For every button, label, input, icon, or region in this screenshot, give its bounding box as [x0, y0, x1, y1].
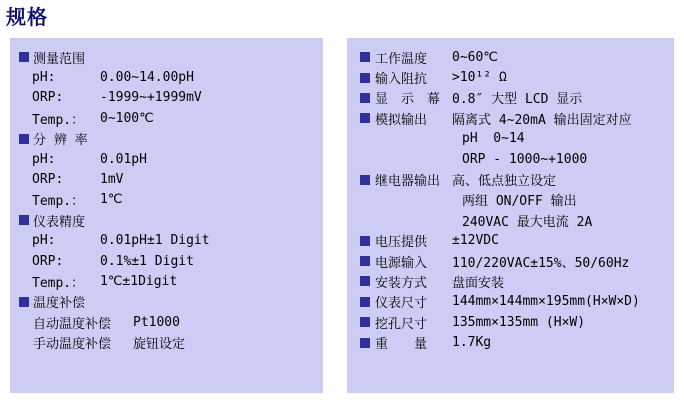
spec-value: >10¹² Ω [452, 70, 507, 86]
spec-row [10, 312, 323, 332]
spec-label: 仪表精度 [33, 214, 86, 230]
spec-row [347, 129, 674, 149]
spec-row [10, 88, 323, 108]
spec-value: 144mm×144mm×195mm(H×W×D) [452, 294, 640, 310]
spec-value: 240VAC 最大电流 2A [462, 214, 593, 230]
spec-value: 0.01pH [100, 151, 147, 167]
spec-value: 隔离式 4~20mA 输出固定对应 [452, 112, 632, 128]
spec-row [10, 332, 323, 352]
spec-value: Pt1000 [133, 314, 180, 330]
spec-label: 显 示 幕 [375, 92, 441, 108]
spec-value: 盘面安装 [452, 275, 505, 291]
spec-row [10, 210, 323, 230]
spec-label: 继电器输出 [375, 174, 441, 190]
spec-row [347, 190, 674, 210]
bullet-square-icon [360, 317, 370, 327]
spec-value: 1℃±1Digit [100, 273, 178, 289]
spec-row [10, 251, 323, 271]
spec-value: ±12VDC [452, 233, 499, 249]
spec-row [10, 190, 323, 210]
spec-label: ORP: [32, 90, 64, 106]
spec-label: 电源输入 [375, 255, 428, 271]
spec-value: 高、低点独立设定 [452, 174, 557, 190]
spec-value: 1℃ [100, 192, 123, 208]
spec-row [347, 332, 674, 352]
spec-label: ORP: [32, 172, 64, 188]
spec-label: 重 量 [375, 337, 428, 353]
spec-label: Temp.： [32, 275, 85, 291]
spec-label: pH: [32, 70, 56, 86]
spec-label: 安装方式 [375, 275, 428, 291]
spec-row [347, 108, 674, 128]
bullet-square-icon [360, 297, 370, 307]
bullet-square-icon [360, 175, 370, 185]
spec-value: 1.7Kg [452, 335, 492, 351]
spec-row [10, 292, 323, 312]
bullet-square-icon [19, 297, 29, 307]
spec-value: ORP - 1000~+1000 [462, 151, 588, 167]
spec-value: 两组 ON/OFF 输出 [462, 194, 577, 210]
spec-value: 0.00~14.00pH [100, 70, 194, 86]
spec-row [347, 231, 674, 251]
spec-panel-right [347, 38, 674, 393]
spec-value: 1mV [100, 172, 124, 188]
spec-row [10, 149, 323, 169]
bullet-square-icon [360, 338, 370, 348]
spec-label: 挖孔尺寸 [375, 316, 428, 332]
spec-row [10, 67, 323, 87]
spec-row [10, 169, 323, 189]
spec-label: Temp.： [32, 112, 85, 128]
spec-row [347, 271, 674, 291]
spec-label: 分 辨 率 [33, 133, 88, 149]
spec-row [347, 88, 674, 108]
bullet-square-icon [360, 113, 370, 123]
bullet-square-icon [360, 52, 370, 62]
bullet-square-icon [360, 93, 370, 103]
spec-value: 135mm×135mm (H×W) [452, 314, 586, 330]
spec-value: 0.1%±1 Digit [100, 253, 194, 269]
spec-row [347, 67, 674, 87]
spec-value: -1999~+1999mV [100, 90, 202, 106]
spec-value: 0.8″ 大型 LCD 显示 [452, 92, 583, 108]
bullet-square-icon [19, 134, 29, 144]
bullet-square-icon [19, 52, 29, 62]
spec-value: 0.01pH±1 Digit [100, 233, 210, 249]
spec-row [347, 149, 674, 169]
bullet-square-icon [360, 236, 370, 246]
spec-row [10, 108, 323, 128]
spec-label: 手动温度补偿 [33, 337, 112, 353]
spec-row [10, 231, 323, 251]
bullet-square-icon [360, 256, 370, 266]
spec-row [10, 129, 323, 149]
spec-value: pH 0~14 [462, 131, 525, 147]
spec-row [347, 292, 674, 312]
bullet-square-icon [19, 215, 29, 225]
spec-label: Temp.： [32, 194, 85, 210]
spec-label: 测量范围 [33, 51, 86, 67]
spec-label: pH: [32, 151, 56, 167]
page-title: 规格 [6, 5, 48, 29]
spec-value: 110/220VAC±15%、50/60Hz [452, 255, 630, 271]
spec-row [347, 169, 674, 189]
spec-label: 工作温度 [375, 51, 428, 67]
spec-row [347, 312, 674, 332]
spec-row [347, 47, 674, 67]
spec-label: 温度补偿 [33, 296, 86, 312]
spec-value: 旋钮设定 [133, 337, 186, 353]
spec-label: ORP: [32, 253, 64, 269]
spec-row [10, 47, 323, 67]
spec-label: 输入阻抗 [375, 72, 428, 88]
spec-label: 仪表尺寸 [375, 296, 428, 312]
spec-panel-left [10, 38, 323, 393]
spec-value: 0~60℃ [452, 49, 498, 65]
spec-label: 自动温度补偿 [33, 316, 112, 332]
bullet-square-icon [360, 276, 370, 286]
spec-label: 模拟输出 [375, 112, 428, 128]
spec-row [10, 271, 323, 291]
spec-row [347, 210, 674, 230]
spec-row [347, 251, 674, 271]
spec-label: pH: [32, 233, 56, 249]
spec-value: 0~100℃ [100, 110, 154, 126]
spec-label: 电压提供 [375, 235, 428, 251]
bullet-square-icon [360, 73, 370, 83]
